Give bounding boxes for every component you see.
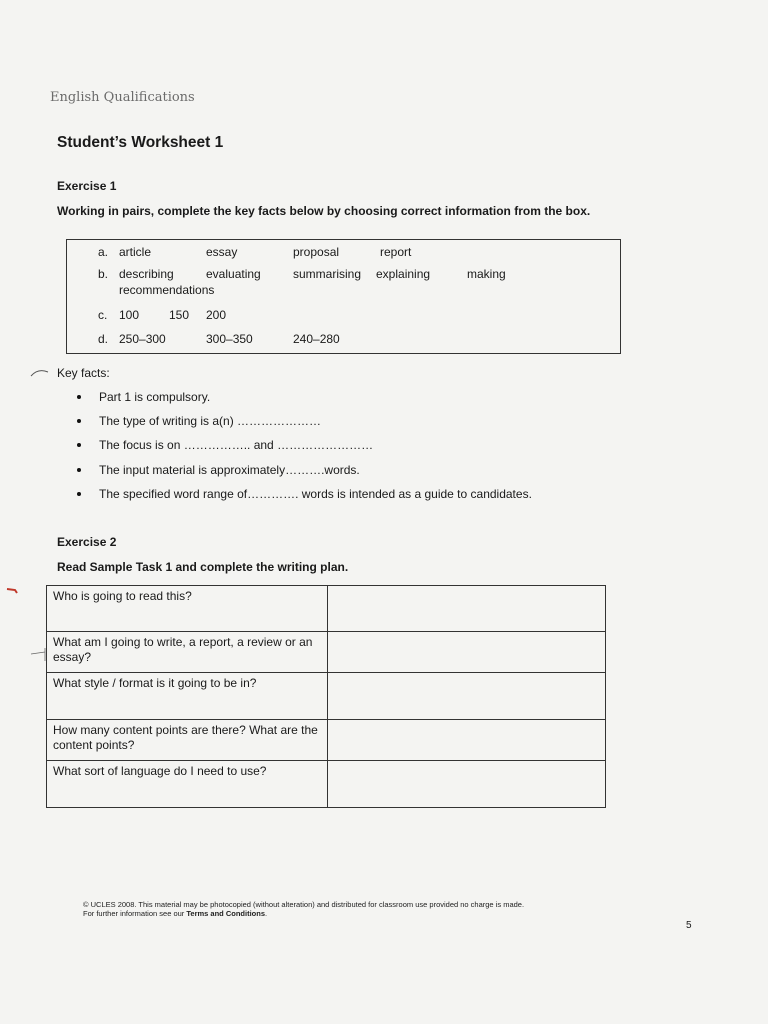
organization-header: English Qualifications xyxy=(50,90,195,105)
key-fact-item: The specified word range of…………. words is intended as a guide to candidates. xyxy=(76,487,532,511)
page-number: 5 xyxy=(686,920,692,931)
option: evaluating xyxy=(206,267,261,281)
exercise-1-instruction: Working in pairs, complete the key facts below by choosing correct information from the box. xyxy=(57,204,591,218)
red-pen-mark xyxy=(5,586,21,596)
plan-question: What am I going to write, a report, a review or an essay? xyxy=(47,632,328,673)
footer-line xyxy=(83,909,524,918)
plan-answer-cell[interactable] xyxy=(328,586,606,632)
pen-stroke-mark xyxy=(30,366,50,378)
terms-link[interactable]: Terms and Conditions xyxy=(186,909,266,918)
table-row xyxy=(47,632,606,673)
exercise-2-title: Exercise 2 xyxy=(57,535,117,549)
footer-text: For further information see our xyxy=(83,909,187,918)
plan-answer-cell[interactable] xyxy=(328,720,606,761)
plan-question: How many content points are there? What are the content points? xyxy=(47,720,328,761)
option: 240–280 xyxy=(293,332,340,346)
option: making xyxy=(467,267,506,281)
copyright-footer xyxy=(83,900,524,918)
row-label: d. xyxy=(98,332,109,346)
row-label: c. xyxy=(98,308,108,322)
plan-question: What sort of language do I need to use? xyxy=(47,761,328,808)
exercise-1-title: Exercise 1 xyxy=(57,179,117,193)
exercise-2-instruction: Read Sample Task 1 and complete the writing plan. xyxy=(57,560,349,574)
key-fact-item: Part 1 is compulsory. xyxy=(76,390,532,414)
key-fact-item: The type of writing is a(n) ………………… xyxy=(76,414,532,438)
option: 300–350 xyxy=(206,332,253,346)
pen-stroke-mark xyxy=(30,648,48,662)
key-fact-item: The input material is approximately……….words. xyxy=(76,463,532,487)
row-label: a. xyxy=(98,245,109,259)
option: proposal xyxy=(293,245,340,259)
option: 250–300 xyxy=(119,332,166,346)
footer-line: © UCLES 2008. This material may be photocopied (without alteration) and distributed for classroom use provided no charge is made. xyxy=(83,900,525,909)
option: article xyxy=(119,245,152,259)
option: 150 xyxy=(169,308,190,322)
option-continuation: recommendations xyxy=(119,283,215,297)
table-row xyxy=(47,720,606,761)
option: summarising xyxy=(293,267,362,281)
key-fact-item: The focus is on …………….. and …………………… xyxy=(76,438,532,462)
plan-answer-cell[interactable] xyxy=(328,632,606,673)
page-title: Student’s Worksheet 1 xyxy=(57,134,224,151)
plan-question: Who is going to read this? xyxy=(47,586,328,632)
option: report xyxy=(380,245,412,259)
row-label: b. xyxy=(98,267,109,281)
information-box xyxy=(66,239,621,354)
option: 200 xyxy=(206,308,227,322)
plan-answer-cell[interactable] xyxy=(328,761,606,808)
option: describing xyxy=(119,267,174,281)
table-row xyxy=(47,673,606,720)
footer-text: . xyxy=(265,909,268,918)
writing-plan-table xyxy=(46,585,606,808)
table-row xyxy=(47,586,606,632)
key-facts-label: Key facts: xyxy=(57,366,110,380)
option: 100 xyxy=(119,308,140,322)
plan-question: What style / format is it going to be in? xyxy=(47,673,328,720)
option: explaining xyxy=(376,267,431,281)
key-facts-list xyxy=(76,390,532,511)
plan-answer-cell[interactable] xyxy=(328,673,606,720)
option: essay xyxy=(206,245,238,259)
table-row xyxy=(47,761,606,808)
